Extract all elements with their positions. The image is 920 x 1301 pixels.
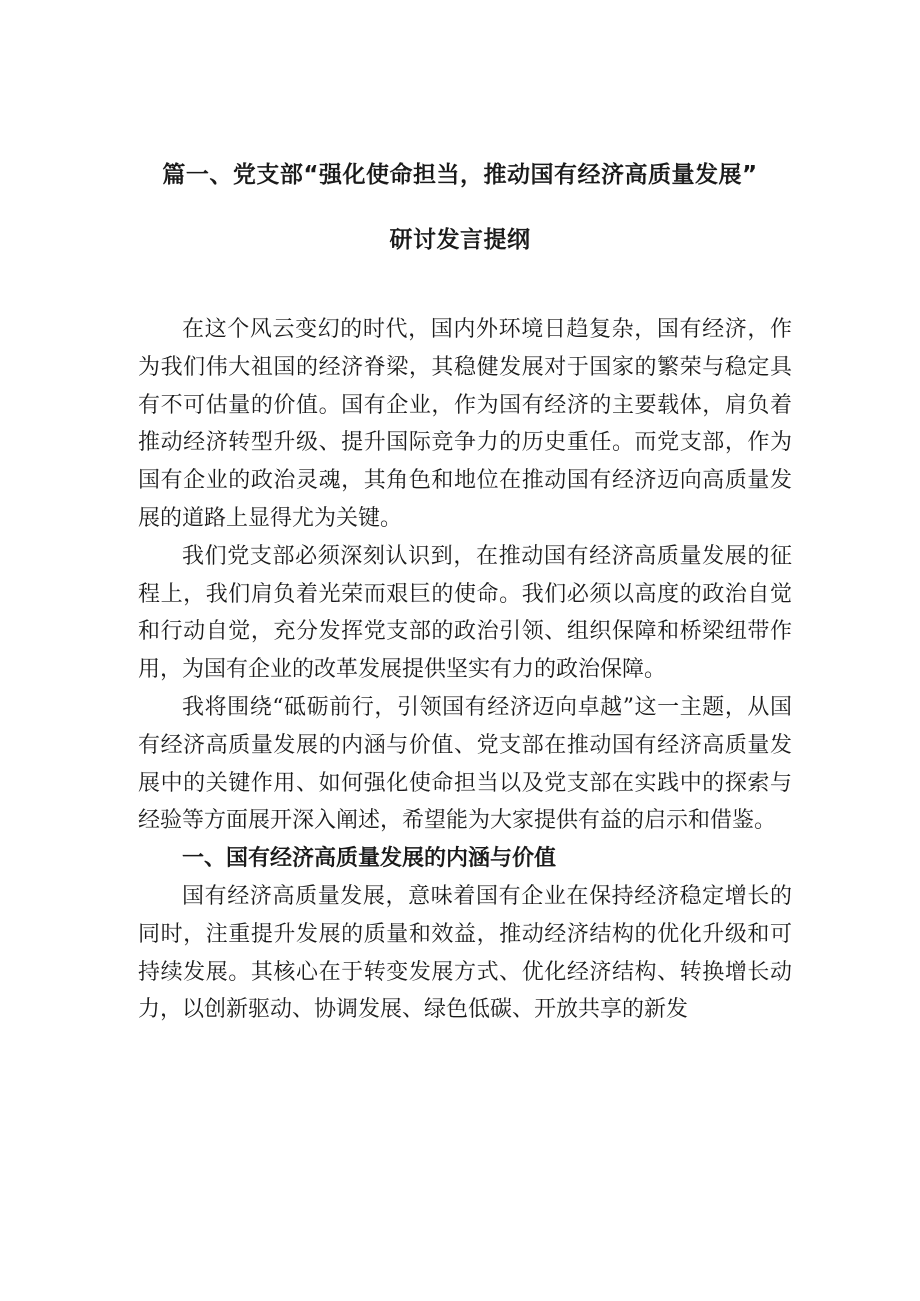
- document-title-line2: 研讨发言提纲: [389, 227, 531, 253]
- paragraph-intro: 在这个风云变幻的时代，国内外环境日趋复杂，国有经济，作为我们伟大祖国的经济脊梁，其稳健发展对于国家的繁荣与稳定具有不可估量的价值。国有企业，作为国有经济的主要载体，肩负着推动经济转型升级、提升国际竞争力的历史重任。而党支部，作为国有企业的政治灵魂，其角色和地位在推动国有经济迈向高质量发展的道路上显得尤为关键。: [138, 317, 792, 531]
- document-body: [138, 311, 792, 1029]
- section-heading-1: 一、国有经济高质量发展的内涵与价值: [182, 846, 557, 872]
- paragraph-section1: 国有经济高质量发展，意味着国有企业在保持经济稳定增长的同时，注重提升发展的质量和效益，推动经济结构的优化升级和可持续发展。其核心在于转变发展方式、优化经济结构、转换增长动力，以创新驱动、协调发展、绿色低碳、开放共享的新发: [138, 883, 792, 1023]
- document-title-line1: 篇一、党支部“强化使命担当，推动国有经济高质量发展”: [162, 162, 758, 188]
- paragraph-mission: 我们党支部必须深刻认识到，在推动国有经济高质量发展的征程上，我们肩负着光荣而艰巨的使命。我们必须以高度的政治自觉和行动自觉，充分发挥党支部的政治引领、组织保障和桥梁纽带作用，为国有企业的改革发展提供坚实有力的政治保障。: [138, 543, 792, 683]
- paragraph-theme: 我将围绕“砥砺前行，引领国有经济迈向卓越”这一主题，从国有经济高质量发展的内涵与价值、党支部在推动国有经济高质量发展中的关键作用、如何强化使命担当以及党支部在实践中的探索与经验等方面展开深入阐述，希望能为大家提供有益的启示和借鉴。: [138, 694, 792, 834]
